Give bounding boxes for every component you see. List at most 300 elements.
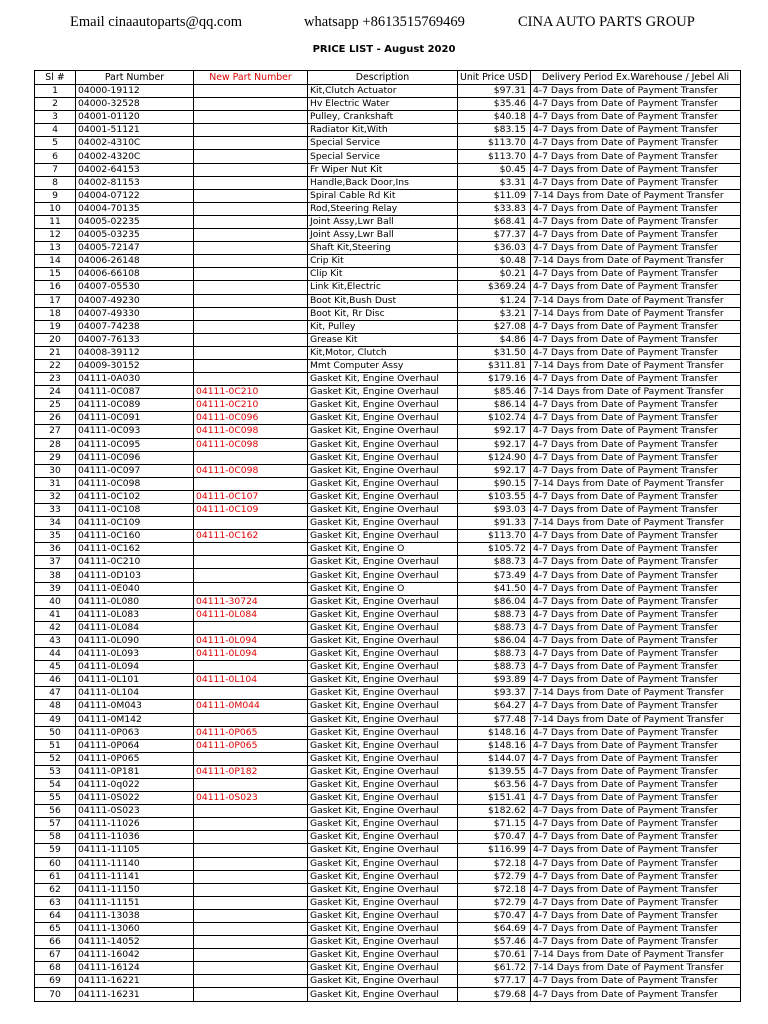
row-description: Gasket Kit, Engine Overhaul: [308, 936, 458, 949]
row-delivery-period: 7-14 Days from Date of Payment Transfer: [530, 713, 740, 726]
company-name: CINA AUTO PARTS GROUP: [518, 14, 695, 30]
table-row: [35, 373, 741, 386]
row-description: Gasket Kit, Engine O: [308, 582, 458, 595]
table-row: [35, 792, 741, 805]
row-sl: 62: [35, 883, 76, 896]
row-part-number: 04111-0C098: [76, 477, 194, 490]
row-delivery-period: 4-7 Days from Date of Payment Transfer: [530, 150, 740, 163]
row-part-number: 04111-0C096: [76, 451, 194, 464]
row-delivery-period: 4-7 Days from Date of Payment Transfer: [530, 870, 740, 883]
row-new-part-number: [194, 778, 308, 791]
row-part-number: 04111-0C089: [76, 399, 194, 412]
row-delivery-period: 4-7 Days from Date of Payment Transfer: [530, 765, 740, 778]
row-part-number: 04111-0P181: [76, 765, 194, 778]
row-description: Gasket Kit, Engine Overhaul: [308, 530, 458, 543]
row-delivery-period: 4-7 Days from Date of Payment Transfer: [530, 464, 740, 477]
row-description: Gasket Kit, Engine Overhaul: [308, 412, 458, 425]
row-delivery-period: 4-7 Days from Date of Payment Transfer: [530, 608, 740, 621]
row-unit-price: $72.18: [458, 857, 531, 870]
row-part-number: 04111-0E040: [76, 582, 194, 595]
row-description: Gasket Kit, Engine Overhaul: [308, 765, 458, 778]
row-delivery-period: 4-7 Days from Date of Payment Transfer: [530, 595, 740, 608]
table-row: [35, 975, 741, 988]
row-part-number: 04005-03235: [76, 229, 194, 242]
row-part-number: 04111-11150: [76, 883, 194, 896]
row-part-number: 04005-02235: [76, 215, 194, 228]
row-unit-price: $64.69: [458, 923, 531, 936]
row-delivery-period: 4-7 Days from Date of Payment Transfer: [530, 490, 740, 503]
row-description: Gasket Kit, Engine Overhaul: [308, 713, 458, 726]
row-sl: 30: [35, 464, 76, 477]
row-description: Pulley, Crankshaft: [308, 111, 458, 124]
table-row: [35, 202, 741, 215]
row-description: Gasket Kit, Engine Overhaul: [308, 831, 458, 844]
row-description: Mmt Computer Assy: [308, 359, 458, 372]
row-description: Gasket Kit, Engine Overhaul: [308, 648, 458, 661]
table-row: [35, 778, 741, 791]
table-row: [35, 412, 741, 425]
table-row: [35, 425, 741, 438]
row-unit-price: $72.18: [458, 883, 531, 896]
row-delivery-period: 4-7 Days from Date of Payment Transfer: [530, 988, 740, 1001]
price-list-title: PRICE LIST - August 2020: [312, 44, 456, 55]
row-new-part-number: [194, 294, 308, 307]
table-row: [35, 818, 741, 831]
table-row: [35, 98, 741, 111]
row-unit-price: $41.50: [458, 582, 531, 595]
row-new-part-number: 04111-0M044: [194, 700, 308, 713]
row-delivery-period: 4-7 Days from Date of Payment Transfer: [530, 373, 740, 386]
row-part-number: 04005-72147: [76, 242, 194, 255]
row-description: Gasket Kit, Engine Overhaul: [308, 962, 458, 975]
table-row: [35, 530, 741, 543]
row-new-part-number: [194, 870, 308, 883]
row-new-part-number: [194, 909, 308, 922]
row-unit-price: $57.46: [458, 936, 531, 949]
row-new-part-number: [194, 189, 308, 202]
row-description: Kit, Pulley: [308, 320, 458, 333]
row-description: Gasket Kit, Engine Overhaul: [308, 504, 458, 517]
row-delivery-period: 4-7 Days from Date of Payment Transfer: [530, 124, 740, 137]
row-sl: 23: [35, 373, 76, 386]
col-header-sl: Sl #: [35, 71, 76, 85]
row-sl: 18: [35, 307, 76, 320]
row-sl: 14: [35, 255, 76, 268]
row-sl: 70: [35, 988, 76, 1001]
row-new-part-number: [194, 202, 308, 215]
row-new-part-number: [194, 975, 308, 988]
row-part-number: 04111-0L094: [76, 661, 194, 674]
row-part-number: 04111-0C091: [76, 412, 194, 425]
row-part-number: 04111-0S022: [76, 792, 194, 805]
row-delivery-period: 4-7 Days from Date of Payment Transfer: [530, 530, 740, 543]
row-new-part-number: [194, 543, 308, 556]
row-sl: 33: [35, 504, 76, 517]
row-sl: 64: [35, 909, 76, 922]
row-sl: 5: [35, 137, 76, 150]
row-delivery-period: 4-7 Days from Date of Payment Transfer: [530, 857, 740, 870]
row-description: Gasket Kit, Engine Overhaul: [308, 425, 458, 438]
table-row: [35, 386, 741, 399]
row-part-number: 04111-0C102: [76, 490, 194, 503]
row-unit-price: $182.62: [458, 805, 531, 818]
table-row: [35, 752, 741, 765]
table-row: [35, 137, 741, 150]
row-part-number: 04111-11105: [76, 844, 194, 857]
row-part-number: 04006-66108: [76, 268, 194, 281]
row-description: Gasket Kit, Engine Overhaul: [308, 373, 458, 386]
row-new-part-number: [194, 936, 308, 949]
row-sl: 25: [35, 399, 76, 412]
row-new-part-number: [194, 451, 308, 464]
row-delivery-period: 4-7 Days from Date of Payment Transfer: [530, 844, 740, 857]
row-description: Grease Kit: [308, 333, 458, 346]
row-new-part-number: [194, 124, 308, 137]
row-sl: 7: [35, 163, 76, 176]
row-delivery-period: 7-14 Days from Date of Payment Transfer: [530, 255, 740, 268]
row-description: Gasket Kit, Engine Overhaul: [308, 792, 458, 805]
row-part-number: 04111-0C097: [76, 464, 194, 477]
row-description: Gasket Kit, Engine Overhaul: [308, 517, 458, 530]
table-body: [35, 85, 741, 1002]
row-description: Shaft Kit,Steering: [308, 242, 458, 255]
row-part-number: 04111-13060: [76, 923, 194, 936]
row-description: Gasket Kit, Engine Overhaul: [308, 870, 458, 883]
row-new-part-number: [194, 477, 308, 490]
row-unit-price: $73.49: [458, 569, 531, 582]
row-new-part-number: [194, 229, 308, 242]
table-row: [35, 451, 741, 464]
row-new-part-number: [194, 307, 308, 320]
row-sl: 63: [35, 896, 76, 909]
row-unit-price: $0.21: [458, 268, 531, 281]
row-sl: 42: [35, 621, 76, 634]
table-row: [35, 176, 741, 189]
table-row: [35, 909, 741, 922]
row-delivery-period: 4-7 Days from Date of Payment Transfer: [530, 85, 740, 98]
row-delivery-period: 4-7 Days from Date of Payment Transfer: [530, 569, 740, 582]
row-delivery-period: 4-7 Days from Date of Payment Transfer: [530, 726, 740, 739]
row-unit-price: $88.73: [458, 648, 531, 661]
table-row: [35, 988, 741, 1001]
row-delivery-period: 4-7 Days from Date of Payment Transfer: [530, 556, 740, 569]
row-part-number: 04111-0M142: [76, 713, 194, 726]
row-delivery-period: 4-7 Days from Date of Payment Transfer: [530, 831, 740, 844]
table-row: [35, 163, 741, 176]
row-unit-price: $90.15: [458, 477, 531, 490]
row-description: Gasket Kit, Engine Overhaul: [308, 949, 458, 962]
row-part-number: 04111-0P065: [76, 752, 194, 765]
row-unit-price: $31.50: [458, 346, 531, 359]
row-new-part-number: 04111-0C098: [194, 464, 308, 477]
table-row: [35, 923, 741, 936]
row-part-number: 04000-19112: [76, 85, 194, 98]
row-unit-price: $3.31: [458, 176, 531, 189]
table-row: [35, 661, 741, 674]
row-description: Gasket Kit, Engine Overhaul: [308, 818, 458, 831]
row-part-number: 04111-16231: [76, 988, 194, 1001]
table-row: [35, 255, 741, 268]
row-description: Crip Kit: [308, 255, 458, 268]
row-unit-price: $124.90: [458, 451, 531, 464]
row-part-number: 04111-11036: [76, 831, 194, 844]
row-new-part-number: [194, 255, 308, 268]
row-delivery-period: 4-7 Days from Date of Payment Transfer: [530, 451, 740, 464]
row-unit-price: $86.04: [458, 595, 531, 608]
row-delivery-period: 4-7 Days from Date of Payment Transfer: [530, 543, 740, 556]
row-description: Gasket Kit, Engine Overhaul: [308, 595, 458, 608]
row-new-part-number: [194, 111, 308, 124]
row-description: Rod,Steering Relay: [308, 202, 458, 215]
row-new-part-number: 04111-0C210: [194, 386, 308, 399]
table-row: [35, 700, 741, 713]
table-row: [35, 844, 741, 857]
row-sl: 51: [35, 739, 76, 752]
row-delivery-period: 4-7 Days from Date of Payment Transfer: [530, 504, 740, 517]
row-new-part-number: 04111-0C109: [194, 504, 308, 517]
row-part-number: 04111-0D103: [76, 569, 194, 582]
row-part-number: 04006-26148: [76, 255, 194, 268]
row-part-number: 04007-05530: [76, 281, 194, 294]
row-delivery-period: 4-7 Days from Date of Payment Transfer: [530, 582, 740, 595]
row-sl: 31: [35, 477, 76, 490]
row-description: Gasket Kit, Engine Overhaul: [308, 909, 458, 922]
row-sl: 50: [35, 726, 76, 739]
row-new-part-number: 04111-0L084: [194, 608, 308, 621]
row-delivery-period: 4-7 Days from Date of Payment Transfer: [530, 818, 740, 831]
row-unit-price: $85.46: [458, 386, 531, 399]
row-new-part-number: [194, 661, 308, 674]
row-new-part-number: [194, 923, 308, 936]
row-description: Gasket Kit, Engine Overhaul: [308, 896, 458, 909]
row-sl: 53: [35, 765, 76, 778]
row-sl: 9: [35, 189, 76, 202]
row-delivery-period: 4-7 Days from Date of Payment Transfer: [530, 792, 740, 805]
table-row: [35, 831, 741, 844]
row-unit-price: $77.17: [458, 975, 531, 988]
row-description: Gasket Kit, Engine Overhaul: [308, 386, 458, 399]
row-delivery-period: 4-7 Days from Date of Payment Transfer: [530, 674, 740, 687]
table-row: [35, 556, 741, 569]
row-part-number: 04111-16042: [76, 949, 194, 962]
row-description: Gasket Kit, Engine Overhaul: [308, 556, 458, 569]
table-row: [35, 687, 741, 700]
row-sl: 16: [35, 281, 76, 294]
row-delivery-period: 4-7 Days from Date of Payment Transfer: [530, 111, 740, 124]
table-row: [35, 883, 741, 896]
row-new-part-number: [194, 268, 308, 281]
table-row: [35, 648, 741, 661]
row-sl: 58: [35, 831, 76, 844]
price-table: [34, 70, 741, 1002]
row-description: Joint Assy,Lwr Ball: [308, 215, 458, 228]
row-unit-price: $1.24: [458, 294, 531, 307]
row-sl: 40: [35, 595, 76, 608]
row-part-number: 04111-0L080: [76, 595, 194, 608]
row-description: Gasket Kit, Engine Overhaul: [308, 490, 458, 503]
row-delivery-period: 4-7 Days from Date of Payment Transfer: [530, 438, 740, 451]
row-new-part-number: 04111-0C210: [194, 399, 308, 412]
row-unit-price: $311.81: [458, 359, 531, 372]
col-header-unit-price: Unit Price USD: [458, 71, 531, 85]
row-delivery-period: 4-7 Days from Date of Payment Transfer: [530, 202, 740, 215]
row-delivery-period: 4-7 Days from Date of Payment Transfer: [530, 648, 740, 661]
row-part-number: 04007-74238: [76, 320, 194, 333]
row-description: Gasket Kit, Engine Overhaul: [308, 883, 458, 896]
row-delivery-period: 4-7 Days from Date of Payment Transfer: [530, 176, 740, 189]
row-description: Radiator Kit,With: [308, 124, 458, 137]
row-description: Gasket Kit, Engine Overhaul: [308, 477, 458, 490]
row-part-number: 04000-32528: [76, 98, 194, 111]
row-part-number: 04111-0A030: [76, 373, 194, 386]
row-delivery-period: 7-14 Days from Date of Payment Transfer: [530, 949, 740, 962]
row-delivery-period: 4-7 Days from Date of Payment Transfer: [530, 923, 740, 936]
row-sl: 19: [35, 320, 76, 333]
table-row: [35, 150, 741, 163]
row-unit-price: $148.16: [458, 739, 531, 752]
table-row: [35, 399, 741, 412]
row-part-number: 04111-0P063: [76, 726, 194, 739]
row-unit-price: $70.61: [458, 949, 531, 962]
row-part-number: 04111-0M043: [76, 700, 194, 713]
row-description: Gasket Kit, Engine Overhaul: [308, 464, 458, 477]
table-row: [35, 242, 741, 255]
row-part-number: 04111-11026: [76, 818, 194, 831]
row-sl: 38: [35, 569, 76, 582]
row-new-part-number: [194, 242, 308, 255]
row-new-part-number: [194, 831, 308, 844]
row-sl: 36: [35, 543, 76, 556]
row-new-part-number: 04111-0P065: [194, 726, 308, 739]
row-new-part-number: 04111-0C107: [194, 490, 308, 503]
table-row: [35, 765, 741, 778]
row-unit-price: $93.89: [458, 674, 531, 687]
row-part-number: 04111-11151: [76, 896, 194, 909]
row-unit-price: $0.48: [458, 255, 531, 268]
row-description: Joint Assy,Lwr Ball: [308, 229, 458, 242]
row-description: Gasket Kit, Engine Overhaul: [308, 634, 458, 647]
row-new-part-number: [194, 556, 308, 569]
row-new-part-number: 04111-0L104: [194, 674, 308, 687]
row-description: Boot Kit, Rr Disc: [308, 307, 458, 320]
row-delivery-period: 4-7 Days from Date of Payment Transfer: [530, 137, 740, 150]
table-row: [35, 490, 741, 503]
row-unit-price: $83.15: [458, 124, 531, 137]
row-unit-price: $70.47: [458, 831, 531, 844]
row-new-part-number: [194, 857, 308, 870]
row-delivery-period: 4-7 Days from Date of Payment Transfer: [530, 320, 740, 333]
row-sl: 11: [35, 215, 76, 228]
table-row: [35, 543, 741, 556]
col-header-description: Description: [308, 71, 458, 85]
table-row: [35, 229, 741, 242]
row-unit-price: $40.18: [458, 111, 531, 124]
row-sl: 48: [35, 700, 76, 713]
row-part-number: 04007-76133: [76, 333, 194, 346]
row-part-number: 04111-0L104: [76, 687, 194, 700]
row-unit-price: $79.68: [458, 988, 531, 1001]
row-unit-price: $92.17: [458, 438, 531, 451]
row-new-part-number: [194, 896, 308, 909]
row-unit-price: $35.46: [458, 98, 531, 111]
table-row: [35, 595, 741, 608]
row-unit-price: $102.74: [458, 412, 531, 425]
row-description: Gasket Kit, Engine Overhaul: [308, 752, 458, 765]
row-delivery-period: 7-14 Days from Date of Payment Transfer: [530, 687, 740, 700]
row-unit-price: $27.08: [458, 320, 531, 333]
table-row: [35, 85, 741, 98]
row-unit-price: $77.48: [458, 713, 531, 726]
row-delivery-period: 4-7 Days from Date of Payment Transfer: [530, 242, 740, 255]
row-sl: 4: [35, 124, 76, 137]
row-part-number: 04009-30152: [76, 359, 194, 372]
row-new-part-number: [194, 844, 308, 857]
row-sl: 37: [35, 556, 76, 569]
table-row: [35, 307, 741, 320]
row-unit-price: $103.55: [458, 490, 531, 503]
table-row: [35, 464, 741, 477]
row-sl: 56: [35, 805, 76, 818]
table-row: [35, 621, 741, 634]
row-delivery-period: 4-7 Days from Date of Payment Transfer: [530, 281, 740, 294]
row-new-part-number: [194, 150, 308, 163]
row-description: Spiral Cable Rd Kit: [308, 189, 458, 202]
table-row: [35, 215, 741, 228]
table-row: [35, 268, 741, 281]
row-description: Gasket Kit, Engine Overhaul: [308, 988, 458, 1001]
row-unit-price: $88.73: [458, 608, 531, 621]
row-description: Gasket Kit, Engine Overhaul: [308, 621, 458, 634]
row-sl: 27: [35, 425, 76, 438]
row-delivery-period: 4-7 Days from Date of Payment Transfer: [530, 975, 740, 988]
row-sl: 3: [35, 111, 76, 124]
row-delivery-period: 7-14 Days from Date of Payment Transfer: [530, 386, 740, 399]
row-part-number: 04002-81153: [76, 176, 194, 189]
row-unit-price: $61.72: [458, 962, 531, 975]
row-new-part-number: [194, 346, 308, 359]
row-part-number: 04111-14052: [76, 936, 194, 949]
row-new-part-number: [194, 98, 308, 111]
row-unit-price: $113.70: [458, 137, 531, 150]
row-sl: 1: [35, 85, 76, 98]
row-part-number: 04002-64153: [76, 163, 194, 176]
row-new-part-number: [194, 621, 308, 634]
table-row: [35, 739, 741, 752]
row-sl: 29: [35, 451, 76, 464]
row-new-part-number: 04111-0L094: [194, 648, 308, 661]
row-description: Gasket Kit, Engine Overhaul: [308, 975, 458, 988]
row-unit-price: $97.31: [458, 85, 531, 98]
row-part-number: 04008-39112: [76, 346, 194, 359]
table-row: [35, 608, 741, 621]
row-unit-price: $72.79: [458, 870, 531, 883]
table-row: [35, 111, 741, 124]
row-unit-price: $68.41: [458, 215, 531, 228]
row-description: Gasket Kit, Engine Overhaul: [308, 857, 458, 870]
row-description: Boot Kit,Bush Dust: [308, 294, 458, 307]
row-sl: 20: [35, 333, 76, 346]
row-sl: 57: [35, 818, 76, 831]
table-row: [35, 713, 741, 726]
row-part-number: 04111-11141: [76, 870, 194, 883]
row-description: Gasket Kit, Engine Overhaul: [308, 923, 458, 936]
row-sl: 22: [35, 359, 76, 372]
row-unit-price: $64.27: [458, 700, 531, 713]
row-new-part-number: 04111-30724: [194, 595, 308, 608]
table-row: [35, 294, 741, 307]
row-delivery-period: 4-7 Days from Date of Payment Transfer: [530, 412, 740, 425]
row-unit-price: $70.47: [458, 909, 531, 922]
